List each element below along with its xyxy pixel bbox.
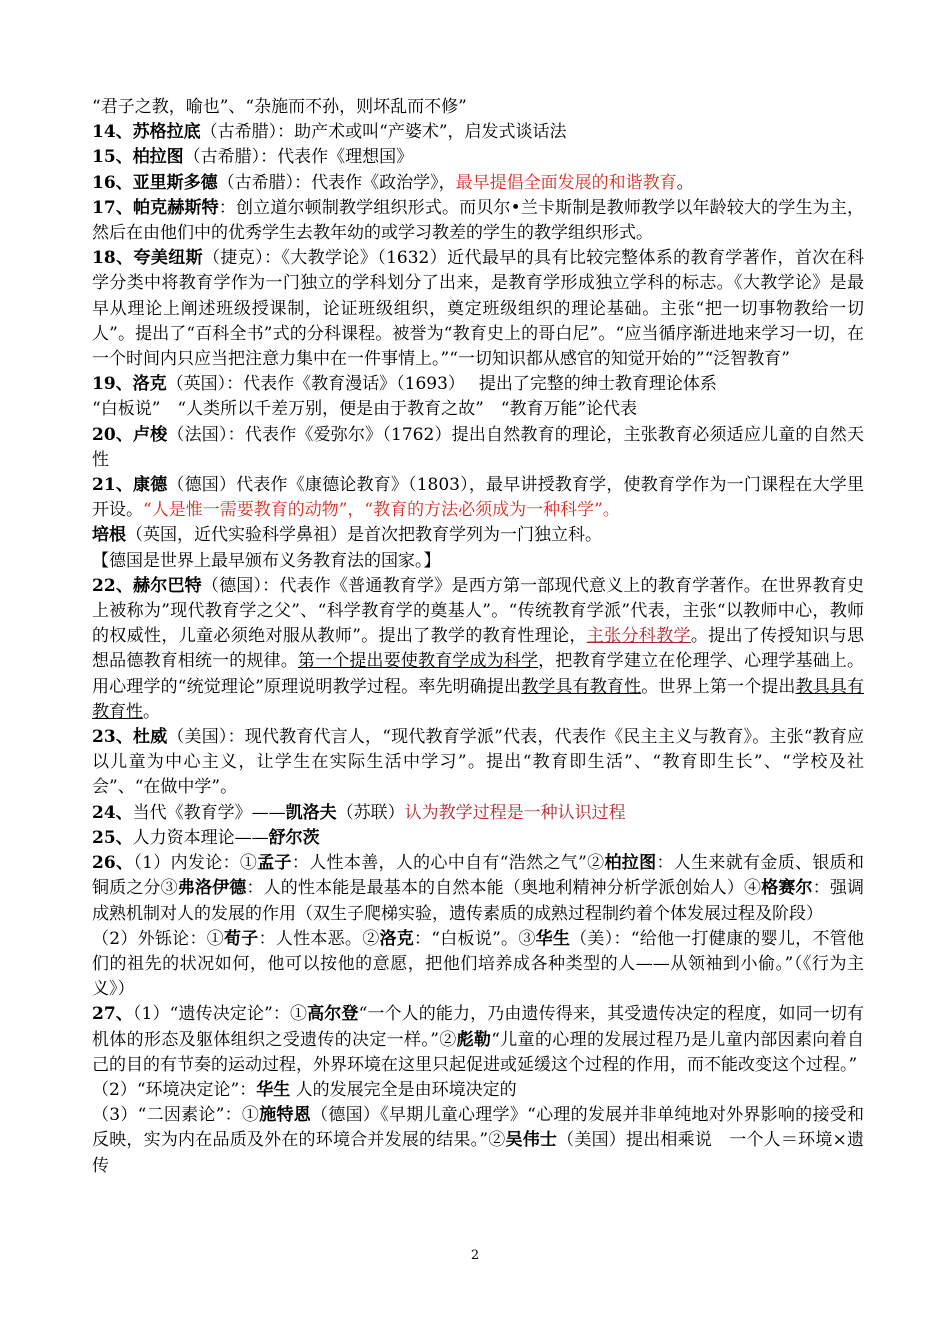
item-26-internal-theory: 26、（1）内发论：①孟子：人性本善，人的心中自有“浩然之气”②柏拉图：人生来就有金质、银质和铜质之分③弗洛伊德：人的性本能是最基本的自然本能（奥地利精神分析学派创始人）④格赛尔：强调成熟机制对人的发展的作用（双生子爬梯实验，遗传素质的成熟过程制约着个体发展过程及阶段） xyxy=(92,853,865,924)
page-number: 2 xyxy=(470,1248,480,1263)
item-21-kant: 21、康德（德国）代表作《康德论教育》（1803），最早讲授教育学，使教育学作为一门课程在大学里开设。“人是惟一需要教育的动物”，“教育的方法必须成为一种科学”。 xyxy=(92,475,864,521)
name-gesell: 格赛尔 xyxy=(761,878,813,899)
paragraph-external-theory: （2）外铄论：①荀子：人性本恶。②洛克：“白板说”。③华生（美）：“给他一打健康的婴儿，不管他们的祖先的状况如何，他可以按他的意愿，把他们培养成各种类型的人——从领袖到小偷。”（《行为主义》） xyxy=(92,928,864,1000)
highlight-harmonious-education: 最早提倡全面发展的和谐教育 xyxy=(455,172,677,193)
paragraph-bacon: 培根（英国，近代实验科学鼻祖）是首次把教育学列为一门独立科。 xyxy=(92,525,602,546)
name-rousseau: 20、卢梭 xyxy=(92,424,168,445)
name-locke: 19、洛克 xyxy=(92,374,167,395)
item-20-rousseau: 20、卢梭（法国）：代表作《爱弥尔》（1762）提出自然教育的理论，主张教育必须适应儿童的自然天性 xyxy=(92,424,864,470)
item-18-comenius: 18、夸美纽斯（捷克）：《大教学论》（1632）近代最早的具有比较完整体系的教育学著作，首次在科学分类中将教育学作为一门独立的学科划分了出来，是教育学形成独立学科的标志。《大教学论》是最早从理论上阐述班级授课制，论证班级组织，奠定班级组织的理论基础。主张“把一切事物教给一切人”。提出了“百科全书”式的分科课程。被誉为“教育史上的哥白尼”。“应当循序渐进地来学习一切，在一个时间内只应当把注意力集中在一件事情上。”“一切知识都从感官的知觉开始的”“泛智教育” xyxy=(92,248,864,370)
name-galton: 高尔登 xyxy=(307,1004,359,1025)
item-14-socrates: 14、苏格拉底（古希腊）：助产术或叫“产婆术”，启发式谈话法 xyxy=(92,122,567,143)
name-watson: 华生 xyxy=(535,928,571,949)
highlight-cognitive-process: 认为教学过程是一种认识过程 xyxy=(404,802,626,823)
item-17-parkhurst: 17、帕克赫斯特：创立道尔顿制教学组织形式。而贝尔•兰卡斯制是教师教学以年龄较大的学生为主，然后在由他们中的优秀学生去教年幼的或学习教差的学生的教学组织形式。 xyxy=(92,197,864,244)
name-mencius: 孟子 xyxy=(257,853,292,874)
link-subject-teaching: 主张分科教学 xyxy=(586,626,691,647)
item-23-dewey: 23、杜威（美国）：现代教育代言人，“现代教育学派”代表，代表作《民主主义与教育》。主张“教育应以儿童为中心主义，让学生在实际生活中学习”。提出“教育即生活”、“教育即生长”、“学校及社会”、“在做中学”。 xyxy=(92,727,864,798)
name-xunzi: 荀子 xyxy=(224,928,259,949)
paragraph-two-factor-theory: （3）“二因素论”：①施特恩（德国）《早期儿童心理学》“心理的发展并非单纯地对外界影响的接受和反映，实为内在品质及外在的环境合并发展的结果。”②吴伟士（美国）提出相乘说 一个人＝环境×遗传 xyxy=(92,1105,864,1176)
name-herbart: 22、赫尔巴特 xyxy=(92,575,202,596)
item-15-plato: 15、柏拉图（古希腊）：代表作《理想国》 xyxy=(92,147,414,168)
name-plato: 15、柏拉图 xyxy=(92,147,184,168)
name-buhler: 彪勒 xyxy=(456,1029,492,1050)
name-aristotle: 16、亚里斯多德 xyxy=(92,172,218,193)
name-comenius: 18、夸美纽斯 xyxy=(92,248,203,269)
item-16-aristotle: 16、亚里斯多德（古希腊）：代表作《政治学》，最早提倡全面发展的和谐教育。 xyxy=(92,172,694,193)
name-stern: 施特恩 xyxy=(259,1105,312,1126)
name-plato-2: 柏拉图 xyxy=(604,853,657,874)
item-27-heredity: 27、（1）“遗传决定论”：①高尔登“一个人的能力，乃由遗传得来，其受遗传决定的程度，如同一切有机体的形态及躯体组织之受遗传的决定一样。”②彪勒“儿童的心理的发展过程乃是儿童内部因素向着自己的目的有节奏的运动过程，外界环境在这里只起促进或延缓这个过程的作用，而不能改变这个过程。” xyxy=(92,1004,864,1075)
name-locke-2: 洛克 xyxy=(379,928,415,949)
page-content xyxy=(92,95,864,1179)
name-kant: 21、康德 xyxy=(92,475,168,496)
name-watson-2: 华生 xyxy=(256,1079,291,1100)
paragraph-quote-junzi: “君子之教，喻也”、“杂施而不孙，则坏乱而不修” xyxy=(92,97,467,117)
paragraph-germany-note: 【德国是世界上最早颁布义务教育法的国家。】 xyxy=(92,550,441,571)
underline-tools-educative: 教具具有教育性 xyxy=(92,676,865,722)
name-freud: 弗洛伊德 xyxy=(177,878,247,899)
underline-teaching-educative: 教学具有教育性 xyxy=(521,676,642,697)
paragraph-locke-views: “白板说” “人类所以千差万别，便是由于教育之故” “教育万能”论代表 xyxy=(92,399,638,420)
name-bacon: 培根 xyxy=(92,525,126,546)
item-19-locke: 19、洛克（英国）：代表作《教育漫话》（1693） 提出了完整的绅士教育理论体系 xyxy=(92,374,717,395)
name-woodworth: 吴伟士 xyxy=(505,1130,558,1151)
underline-science: 第一个提出要使教育学成为科学 xyxy=(297,651,539,672)
item-22-herbart: 22、赫尔巴特（德国）：代表作《普通教育学》是西方第一部现代意义上的教育学著作。在世界教育史上被称为”现代教育学之父”、“科学教育学的奠基人”。“传统教育学派”代表，主张“以教师中心，教师的权威性，儿童必须绝对服从教师”。提出了教学的教育性理论，主张分科教学。提出了传授知识与思想品德教育相统一的规律。第一个提出要使教育学成为科学，把教育学建立在伦理学、心理学基础上。用心理学的“统觉理论”原理说明教学过程。率先明确提出教学具有教育性。世界上第一个提出教具具有教育性。 xyxy=(92,575,865,722)
name-parkhurst: 17、帕克赫斯特 xyxy=(92,197,219,218)
paragraph-environment-theory: （2）“环境决定论”：华生 人的发展完全是由环境决定的 xyxy=(92,1079,517,1100)
name-schultz: 舒尔茨 xyxy=(268,827,320,848)
name-socrates: 14、苏格拉底 xyxy=(92,122,201,143)
item-24-kairov: 24、当代《教育学》——凯洛夫（苏联）认为教学过程是一种认识过程 xyxy=(92,802,626,823)
name-kairov: 凯洛夫 xyxy=(285,802,337,823)
highlight-kant-quotes: “人是惟一需要教育的动物”，“教育的方法必须成为一种科学”。 xyxy=(143,500,620,521)
item-25-schultz: 25、人力资本理论——舒尔茨 xyxy=(92,827,320,848)
name-dewey: 23、杜威 xyxy=(92,727,168,748)
